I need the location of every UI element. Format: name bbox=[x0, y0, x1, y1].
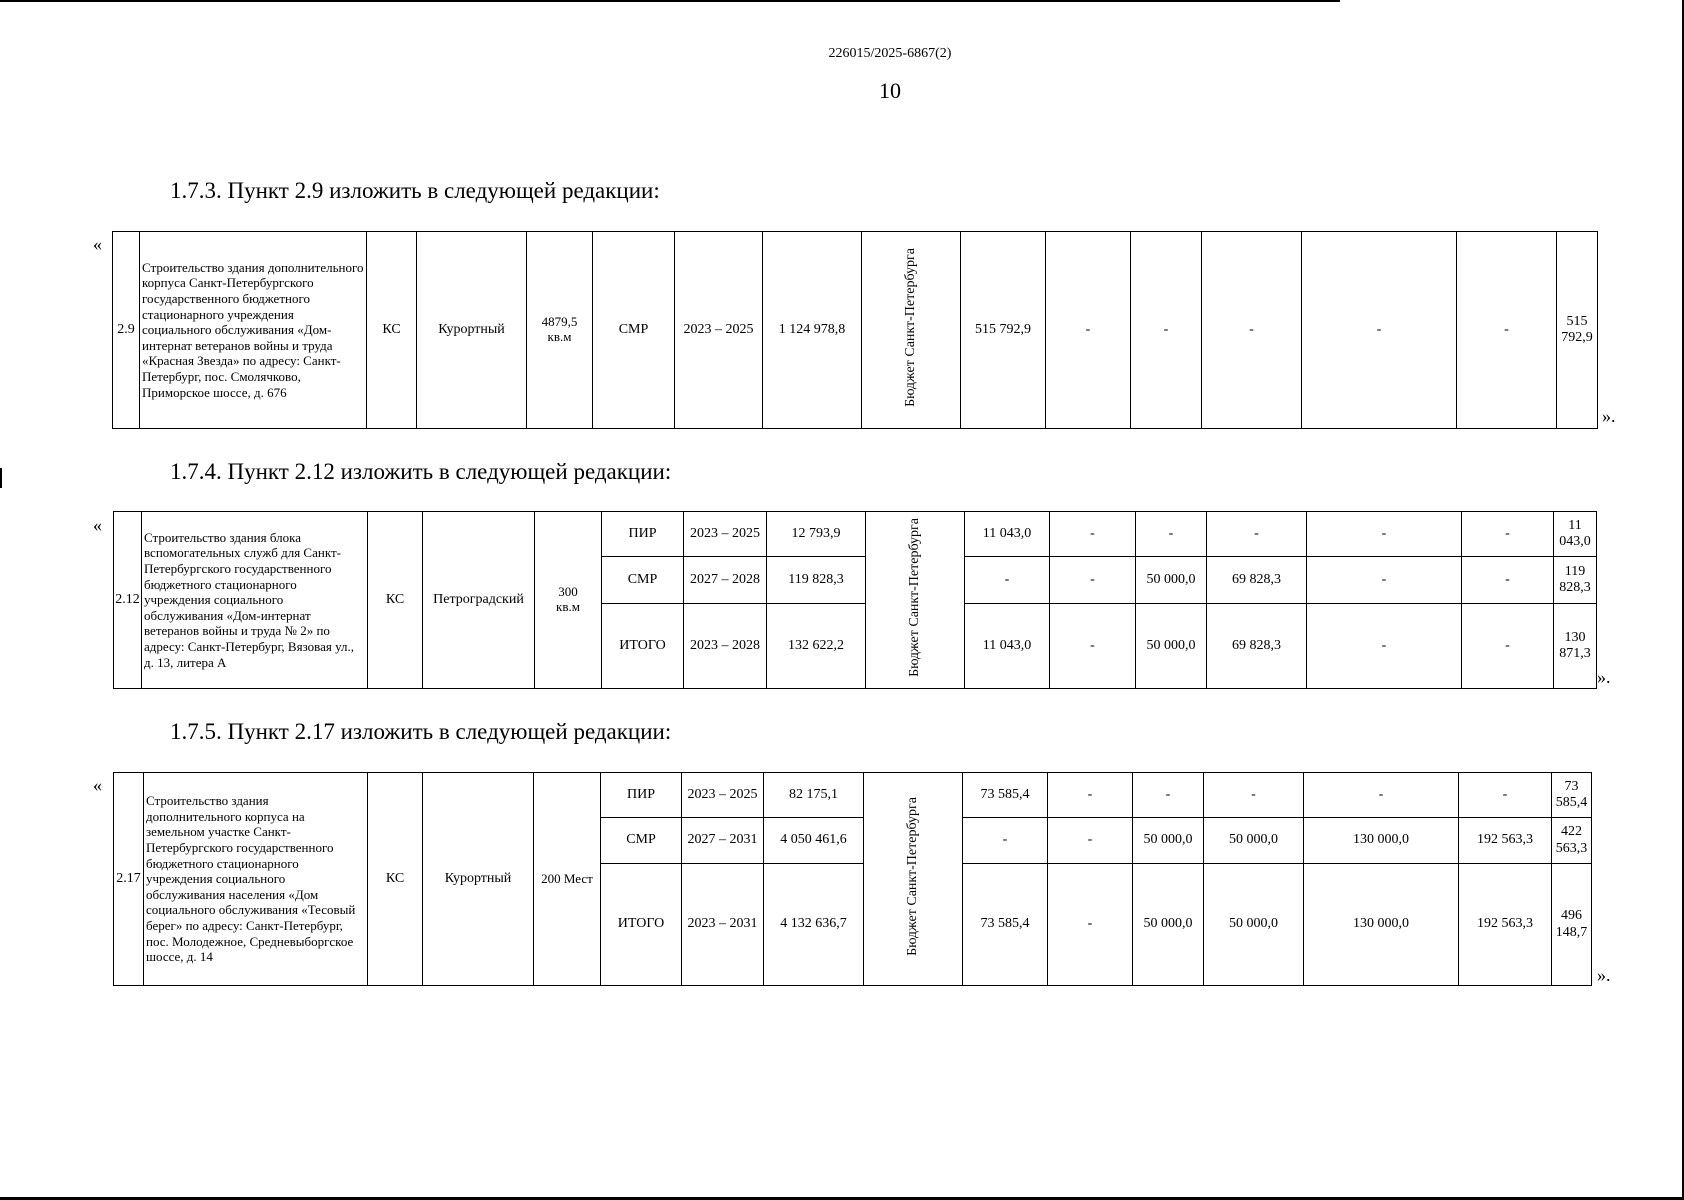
total-cost: 4 050 461,6 bbox=[764, 818, 864, 864]
period-total: 119 828,3 bbox=[1554, 557, 1597, 604]
total-cost: 132 622,2 bbox=[767, 604, 866, 689]
stage: ИТОГО bbox=[602, 604, 684, 689]
period: 2023 – 2025 bbox=[682, 773, 764, 818]
stage: ПИР bbox=[602, 512, 684, 557]
period: 2023 – 2028 bbox=[684, 604, 767, 689]
scan-edge-mark bbox=[0, 468, 2, 488]
item-index: 2.17 bbox=[114, 773, 144, 986]
year-3-amount: - bbox=[1136, 512, 1207, 557]
period-total: 73 585,4 bbox=[1552, 773, 1592, 818]
year-2-amount: - bbox=[1048, 818, 1133, 864]
total-cost: 12 793,9 bbox=[767, 512, 866, 557]
year-2-amount: - bbox=[1048, 864, 1133, 986]
capacity-value: 300 bbox=[558, 584, 578, 600]
period-total: 11 043,0 bbox=[1554, 512, 1597, 557]
year-6-amount: - bbox=[1457, 232, 1557, 429]
opening-quote: « bbox=[93, 515, 102, 535]
year-1-amount: 11 043,0 bbox=[965, 512, 1050, 557]
year-6-amount: - bbox=[1459, 773, 1552, 818]
period-total: 422 563,3 bbox=[1552, 818, 1592, 864]
funding-source bbox=[864, 773, 963, 986]
year-4-amount: 50 000,0 bbox=[1204, 818, 1304, 864]
year-3-amount: 50 000,0 bbox=[1136, 604, 1207, 689]
period: 2023 – 2025 bbox=[675, 232, 763, 429]
year-1-amount: - bbox=[963, 818, 1048, 864]
closing-quote: ». bbox=[1597, 965, 1611, 985]
opening-quote: « bbox=[93, 234, 102, 254]
table-row bbox=[114, 773, 1592, 818]
year-6-amount: - bbox=[1462, 557, 1554, 604]
funding-source-label: Бюджет Санкт-Петербурга bbox=[906, 518, 922, 677]
object-name: Строительство здания блока вспомогательных служб для Санкт-Петербургского государственного бюджетного стационарного учреждения социального обслуживания «Дом-интернат ветеранов войны и труда № 2» по адресу: Санкт-Петербург, Вязовая ул., д. 13, литера А bbox=[142, 512, 368, 689]
scan-border-top bbox=[0, 0, 1340, 2]
object-type: КС bbox=[368, 773, 423, 986]
table-row bbox=[114, 512, 1597, 557]
funding-source bbox=[866, 512, 965, 689]
capacity-unit: кв.м bbox=[556, 599, 580, 614]
period-total: 496 148,7 bbox=[1552, 864, 1592, 986]
capacity bbox=[527, 232, 593, 429]
funding-source-label: Бюджет Санкт-Петербурга bbox=[904, 797, 920, 956]
period-total: 130 871,3 bbox=[1554, 604, 1597, 689]
item-index: 2.12 bbox=[114, 512, 142, 689]
opening-quote: « bbox=[93, 775, 102, 795]
year-4-amount: - bbox=[1202, 232, 1302, 429]
period-total: 515 792,9 bbox=[1557, 232, 1598, 429]
year-1-amount: 515 792,9 bbox=[961, 232, 1046, 429]
stage: ПИР bbox=[601, 773, 682, 818]
year-1-amount: 73 585,4 bbox=[963, 773, 1048, 818]
section-title-1-7-3: 1.7.3. Пункт 2.9 изложить в следующей редакции: bbox=[170, 178, 660, 203]
object-name: Строительство здания дополнительного корпуса Санкт-Петербургского государственного бюджетного стационарного учреждения социального обслуживания «Дом-интернат ветеранов войны и труда «Красная Звезда» по адресу: Санкт-Петербург, пос. Смолячково, Приморское шоссе, д. 676 bbox=[140, 232, 367, 429]
capacity: 200 Мест bbox=[534, 773, 601, 986]
object-type: КС bbox=[367, 232, 417, 429]
period: 2027 – 2031 bbox=[682, 818, 764, 864]
total-cost: 82 175,1 bbox=[764, 773, 864, 818]
table-item-2-17 bbox=[113, 772, 1592, 986]
year-5-amount: - bbox=[1304, 773, 1459, 818]
period: 2023 – 2025 bbox=[684, 512, 767, 557]
funding-source-label: Бюджет Санкт-Петербурга bbox=[902, 248, 918, 407]
document-number: 226015/2025-6867(2) bbox=[828, 46, 952, 61]
year-6-amount: - bbox=[1462, 512, 1554, 557]
total-cost: 4 132 636,7 bbox=[764, 864, 864, 986]
year-1-amount: 73 585,4 bbox=[963, 864, 1048, 986]
capacity bbox=[535, 512, 602, 689]
page-number: 10 bbox=[879, 78, 901, 103]
year-3-amount: 50 000,0 bbox=[1133, 864, 1204, 986]
object-type: КС bbox=[368, 512, 423, 689]
district: Петроградский bbox=[423, 512, 535, 689]
year-1-amount: - bbox=[965, 557, 1050, 604]
table-item-2-12 bbox=[113, 511, 1597, 689]
stage: СМР bbox=[593, 232, 675, 429]
year-3-amount: - bbox=[1133, 773, 1204, 818]
year-2-amount: - bbox=[1050, 557, 1136, 604]
year-4-amount: 69 828,3 bbox=[1207, 557, 1307, 604]
year-4-amount: - bbox=[1207, 512, 1307, 557]
year-1-amount: 11 043,0 bbox=[965, 604, 1050, 689]
year-2-amount: - bbox=[1048, 773, 1133, 818]
year-6-amount: - bbox=[1462, 604, 1554, 689]
stage: СМР bbox=[602, 557, 684, 604]
year-4-amount: - bbox=[1204, 773, 1304, 818]
section-title-1-7-5: 1.7.5. Пункт 2.17 изложить в следующей редакции: bbox=[170, 719, 672, 744]
period: 2023 – 2031 bbox=[682, 864, 764, 986]
item-index: 2.9 bbox=[113, 232, 140, 429]
year-5-amount: - bbox=[1307, 604, 1462, 689]
period: 2027 – 2028 bbox=[684, 557, 767, 604]
stage: ИТОГО bbox=[601, 864, 682, 986]
capacity-value: 4879,5 bbox=[541, 314, 578, 330]
table-row bbox=[113, 232, 1598, 429]
year-2-amount: - bbox=[1050, 512, 1136, 557]
year-6-amount: 192 563,3 bbox=[1459, 864, 1552, 986]
year-3-amount: 50 000,0 bbox=[1133, 818, 1204, 864]
year-2-amount: - bbox=[1050, 604, 1136, 689]
district: Курортный bbox=[417, 232, 527, 429]
stage: СМР bbox=[601, 818, 682, 864]
year-2-amount: - bbox=[1046, 232, 1131, 429]
table-item-2-9 bbox=[112, 231, 1598, 429]
year-3-amount: - bbox=[1131, 232, 1202, 429]
capacity-unit: кв.м bbox=[547, 329, 572, 344]
object-name: Строительство здания дополнительного корпуса на земельном участке Санкт-Петербургского государственного бюджетного стационарного учреждения социального обслуживания населения «Дом социального обслуживания «Тесовый берег» по адресу: Санкт-Петербург, пос. Молодежное, Средневыборгское шоссе, д. 14 bbox=[144, 773, 368, 986]
total-cost: 1 124 978,8 bbox=[763, 232, 862, 429]
closing-quote: ». bbox=[1597, 667, 1611, 687]
closing-quote: ». bbox=[1602, 406, 1616, 426]
section-title-1-7-4: 1.7.4. Пункт 2.12 изложить в следующей редакции: bbox=[170, 459, 672, 484]
year-5-amount: - bbox=[1307, 512, 1462, 557]
year-5-amount: 130 000,0 bbox=[1304, 864, 1459, 986]
year-5-amount: - bbox=[1302, 232, 1457, 429]
year-5-amount: - bbox=[1307, 557, 1462, 604]
district: Курортный bbox=[423, 773, 534, 986]
year-6-amount: 192 563,3 bbox=[1459, 818, 1552, 864]
funding-source bbox=[862, 232, 961, 429]
year-4-amount: 69 828,3 bbox=[1207, 604, 1307, 689]
total-cost: 119 828,3 bbox=[767, 557, 866, 604]
year-5-amount: 130 000,0 bbox=[1304, 818, 1459, 864]
year-4-amount: 50 000,0 bbox=[1204, 864, 1304, 986]
year-3-amount: 50 000,0 bbox=[1136, 557, 1207, 604]
